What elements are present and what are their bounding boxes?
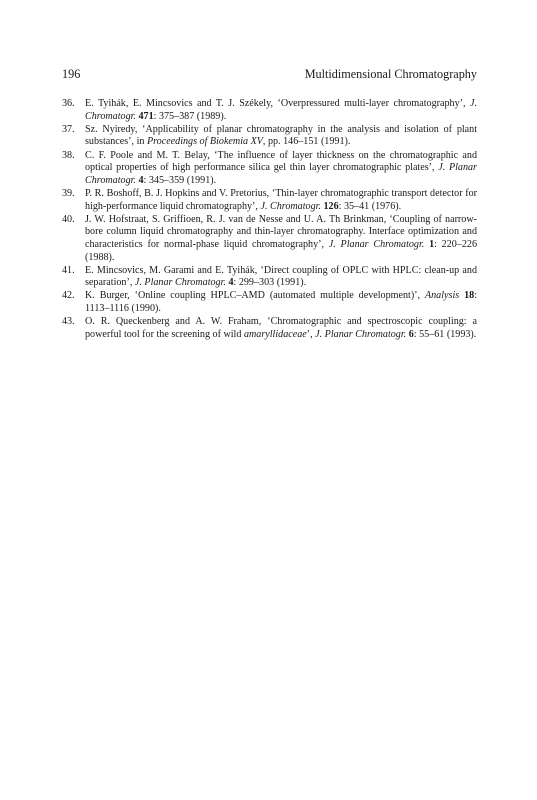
- reference-text: [85, 290, 477, 314]
- reference-italic-segment: J. Planar Chromatogr.: [315, 328, 407, 340]
- reference-text-segment: : 299–303 (1991).: [233, 277, 307, 289]
- reference-number: 37.: [62, 123, 75, 135]
- reference-number: 36.: [62, 98, 75, 109]
- reference-text: [85, 124, 477, 148]
- reference-text-segment: P. R. Boshoff, B. J. Hopkins and V. Pretorius, ‘Thin-layer chromatographic transport detector for high-performance liquid chromatography’,: [85, 187, 477, 212]
- running-title: Multidimensional Chromatography: [304, 67, 477, 81]
- reference-entry: [62, 98, 477, 123]
- reference-entry: [62, 214, 477, 264]
- reference-text-segment: J. W. Hofstraat, S. Griffioen, R. J. van de Nesse and U. A. Th Brinkman, ‘Coupling of narrow-bore column liquid chromatography and thin-layer chromatography. Interface optimization and characteristics for normal-phase liquid chromatography’,: [85, 213, 477, 250]
- reference-text: [85, 188, 477, 212]
- reference-italic-segment: J. Planar Chromatogr.: [85, 162, 477, 186]
- reference-text-segment: Sz. Nyiredy, ‘Applicability of planar chromatography in the analysis and isolation of plant substances’, in: [85, 123, 477, 148]
- reference-text-segment: : 35–41 (1976).: [338, 200, 402, 212]
- reference-text: [85, 214, 477, 263]
- reference-text-segment: E. Mincsovics, M. Garami and E. Tyihák, ‘Direct coupling of OPLC with HPLC: clean-up and separation’,: [85, 264, 477, 289]
- reference-text: [85, 316, 477, 340]
- reference-text-segment: : 375–387 (1989).: [153, 110, 227, 122]
- reference-list: [62, 98, 477, 341]
- reference-entry: [62, 290, 477, 315]
- reference-italic-segment: J. Chromatogr.: [260, 200, 321, 212]
- reference-entry: [62, 316, 477, 341]
- reference-volume: 126: [323, 200, 339, 212]
- reference-text-segment: ’,: [306, 328, 316, 340]
- reference-italic-segment: amaryllidaceae: [243, 328, 307, 340]
- reference-text-segment: , pp. 146–151 (1991).: [262, 136, 351, 148]
- reference-volume: 471: [138, 110, 154, 122]
- running-head: [62, 66, 477, 82]
- reference-text-segment: : 55–61 (1993).: [413, 328, 477, 340]
- page: [62, 66, 477, 342]
- reference-text-segment: : 345–359 (1991).: [143, 174, 217, 186]
- reference-italic-segment: J. Chromatogr.: [85, 98, 477, 122]
- reference-entry: [62, 188, 477, 213]
- reference-text-segment: : 220–226 (1988).: [85, 238, 477, 263]
- reference-number: 41.: [62, 264, 75, 276]
- reference-text-segment: : 1113–1116 (1990).: [85, 290, 477, 315]
- reference-entry: [62, 150, 477, 188]
- reference-italic-segment: Analysis: [424, 290, 460, 302]
- reference-volume: 1: [429, 238, 435, 250]
- reference-volume: 4: [138, 174, 144, 186]
- reference-volume: 6: [408, 328, 414, 340]
- reference-number: 38.: [62, 149, 75, 161]
- reference-number: 39.: [62, 187, 75, 199]
- reference-italic-segment: J. Planar Chromatogr.: [328, 238, 425, 250]
- reference-text: [85, 150, 477, 186]
- reference-entry: [62, 265, 477, 290]
- reference-number: 40.: [62, 213, 75, 225]
- reference-volume: 18: [464, 290, 475, 302]
- page-number: 196: [62, 67, 81, 81]
- reference-entry: [62, 124, 477, 149]
- reference-number: 42.: [62, 290, 75, 302]
- reference-italic-segment: J. Planar Chromatogr.: [134, 277, 226, 289]
- reference-number: 43.: [62, 316, 75, 328]
- reference-text-segment: E. Tyihák, E. Mincsovics and T. J. Székely, ‘Overpressured multi-layer chromatography’,: [85, 98, 470, 109]
- reference-volume: 4: [228, 277, 234, 289]
- reference-text-segment: K. Burger, ‘Online coupling HPLC–AMD (automated multiple development)’,: [85, 290, 425, 302]
- reference-italic-segment: Proceedings of Biokemia XV: [146, 136, 263, 148]
- reference-text-segment: O. R. Queckenberg and A. W. Fraham, ‘Chromatographic and spectroscopic coupling: a powerful tool for the screening of wild: [85, 316, 477, 340]
- reference-text: [85, 98, 477, 122]
- reference-text: [85, 265, 477, 289]
- reference-text-segment: C. F. Poole and M. T. Belay, ‘The influence of layer thickness on the chromatographic and optical properties of high performance silica gel thin layer chromatographic plates’,: [85, 149, 477, 174]
